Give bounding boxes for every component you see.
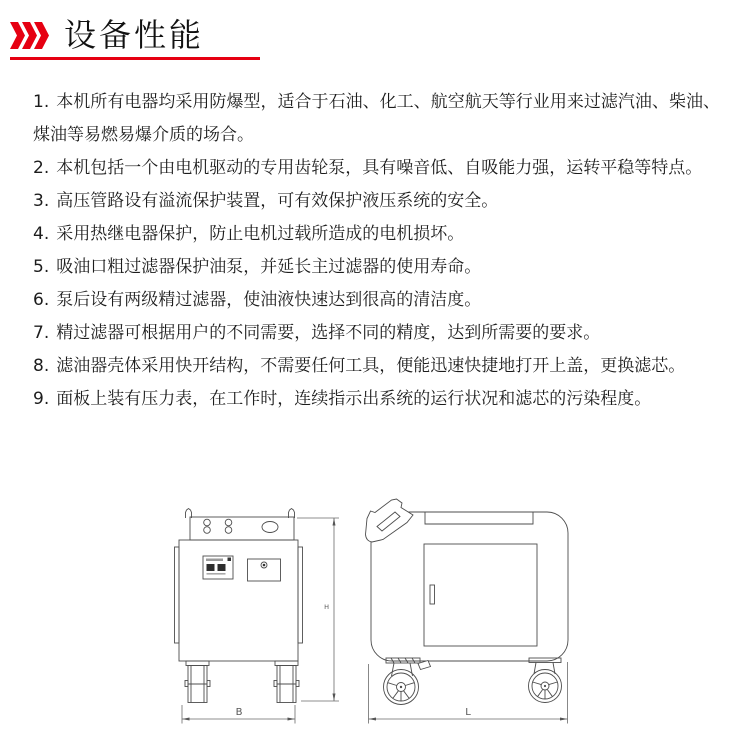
feature-item xyxy=(33,185,720,218)
feature-list xyxy=(0,60,750,416)
dimension-h-label: H xyxy=(324,603,329,611)
side-rail xyxy=(298,547,303,643)
door-handle-slot xyxy=(430,585,435,604)
machine-body-side xyxy=(371,512,568,661)
item-text: 滤油器壳体采用快开结构，不需要任何工具，便能迅速快捷地打开上盖，更换滤芯。 xyxy=(56,356,686,376)
dimension-width-B xyxy=(182,705,295,724)
section-header xyxy=(0,0,750,60)
filler-port xyxy=(262,522,278,533)
top-lid-seam xyxy=(425,513,533,525)
technical-drawings xyxy=(0,485,750,755)
item-number: 2. xyxy=(33,158,50,178)
gauge-ring xyxy=(204,527,211,534)
dimension-l-label: L xyxy=(465,707,471,718)
item-number: 5. xyxy=(33,257,50,277)
side-view-drawing xyxy=(366,499,569,724)
feature-item xyxy=(33,317,720,350)
handle xyxy=(366,499,414,542)
gauge-ring xyxy=(225,519,232,526)
item-number: 1. xyxy=(33,92,50,112)
side-rail xyxy=(175,547,180,643)
gauge-ring xyxy=(225,527,232,534)
top-panel xyxy=(190,517,294,540)
caster-wheel-side xyxy=(529,658,562,703)
item-number: 6. xyxy=(33,290,50,310)
cabinet-body xyxy=(179,540,298,661)
dimension-height-H xyxy=(297,518,339,701)
item-text: 本机包括一个由电机驱动的专用齿轮泵，具有噪音低、自吸能力强，运转平稳等特点。 xyxy=(56,158,703,178)
gauge-ring xyxy=(204,519,211,526)
item-number: 3. xyxy=(33,191,50,211)
item-text: 精过滤器可根据用户的不同需要，选择不同的精度，达到所需要的要求。 xyxy=(56,323,601,343)
item-text: 采用热继电器保护，防止电机过载所造成的电机损坏。 xyxy=(56,224,465,244)
item-number: 7. xyxy=(33,323,50,343)
feature-item xyxy=(33,350,720,383)
item-text: 吸油口粗过滤器保护油泵，并延长主过滤器的使用寿命。 xyxy=(56,257,482,277)
page-title: 设备性能 xyxy=(64,16,205,54)
front-view-drawing xyxy=(175,509,340,724)
triple-chevron-right-icon xyxy=(10,22,50,49)
item-number: 8. xyxy=(33,356,50,376)
item-text: 泵后设有两级精过滤器，使油液快速达到很高的清洁度。 xyxy=(56,290,482,310)
feature-item xyxy=(33,284,720,317)
caster-wheel-front xyxy=(274,661,299,703)
feature-item xyxy=(33,251,720,284)
item-number: 9. xyxy=(33,389,50,409)
access-door xyxy=(424,544,537,646)
item-text: 面板上装有压力表，在工作时，连续指示出系统的运行状况和滤芯的污染程度。 xyxy=(56,389,652,409)
feature-item xyxy=(33,383,720,416)
feature-item xyxy=(33,86,720,152)
dimension-drawing xyxy=(0,485,750,755)
control-panel xyxy=(203,556,233,579)
item-text: 高压管路设有溢流保护装置，可有效保护液压系统的安全。 xyxy=(56,191,499,211)
item-text: 本机所有电器均采用防爆型，适合于石油、化工、航空航天等行业用来过滤汽油、柴油、煤油等易燃易爆介质的场合。 xyxy=(33,92,720,145)
dimension-b-label: B xyxy=(235,707,243,718)
feature-item xyxy=(33,152,720,185)
caster-wheel-front xyxy=(185,661,210,703)
item-number: 4. xyxy=(33,224,50,244)
caster-wheel-side xyxy=(384,658,431,705)
feature-item xyxy=(33,218,720,251)
button-box xyxy=(248,559,281,581)
